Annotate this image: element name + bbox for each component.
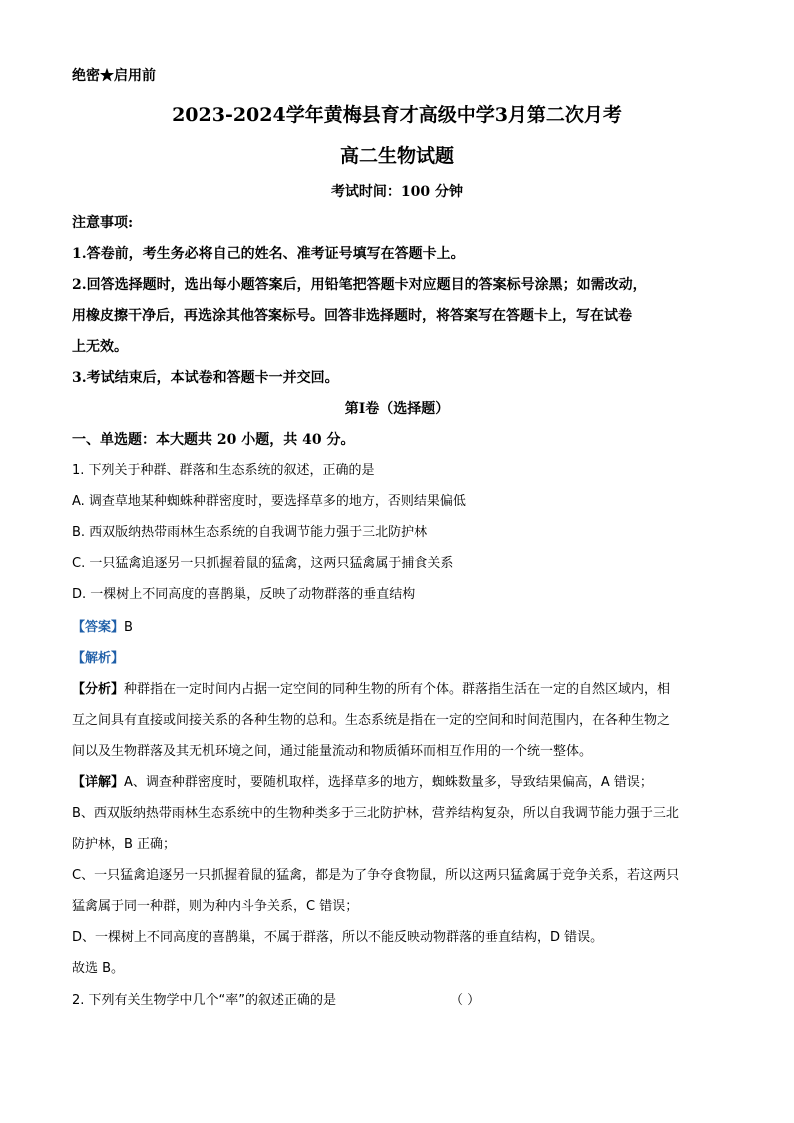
- note-item-2-line-3: 上无效。: [72, 339, 128, 355]
- xiangjie-line-c1: C、一只猛禽追逐另一只抓握着鼠的猛禽，都是为了争夺食物鼠，所以这两只猛禽属于竞争关系，若这两只: [72, 868, 680, 883]
- part-title: 一、单选题：本大题共 20 小题，共 40 分。: [72, 432, 355, 448]
- notes-heading: 注意事项:: [72, 215, 134, 231]
- exam-title: 2023-2024学年黄梅县育才高级中学3月第二次月考: [172, 104, 622, 126]
- xiangjie-tag: 【详解】: [72, 775, 125, 790]
- fenxi-line-1: [72, 680, 670, 700]
- xiangjie-line-a: [72, 773, 653, 793]
- confidential-label: 绝密★启用前: [72, 68, 156, 84]
- question-1-option-c: C. 一只猛禽追逐另一只抓握着鼠的猛禽，这两只猛禽属于捕食关系: [72, 556, 454, 571]
- answer-value: B: [124, 620, 133, 635]
- xiangjie-text-a: A、调查种群密度时，要随机取样，选择草多的地方，蜘蛛数量多，导致结果偏高，A 错误；: [124, 775, 653, 790]
- question-1-option-d: D. 一棵树上不同高度的喜鹊巢，反映了动物群落的垂直结构: [72, 587, 416, 602]
- question-2-stem: 2. 下列有关生物学中几个“率”的叙述正确的是: [72, 993, 337, 1008]
- question-1-stem: 1. 下列关于种群、群落和生态系统的叙述，正确的是: [72, 463, 375, 478]
- fenxi-line-2: 互之间具有直接或间接关系的各种生物的总和。生态系统是指在一定的空间和时间范围内，在各种生物之: [72, 713, 671, 728]
- note-item-2-line-2: 用橡皮擦干净后，再选涂其他答案标号。回答非选择题时，将答案写在答题卡上，写在试卷: [72, 308, 632, 324]
- fenxi-tag: 【分析】: [72, 682, 125, 697]
- note-item-3: 3.考试结束后，本试卷和答题卡一并交回。: [72, 370, 339, 386]
- exam-subtitle: 高二生物试题: [339, 145, 454, 167]
- conclusion-line: 故选 B。: [72, 961, 125, 976]
- question-2-answer-paren: （ ）: [450, 993, 481, 1008]
- fenxi-line-3: 间以及生物群落及其无机环境之间，通过能量流动和物质循环而相互作用的一个统一整体。: [72, 744, 593, 759]
- exam-time: 考试时间：100 分钟: [330, 184, 464, 200]
- note-item-1: 1.答卷前，考生务必将自己的姓名、准考证号填写在答题卡上。: [72, 246, 465, 262]
- note-item-2-line-1: 2.回答选择题时，选出每小题答案后，用铅笔把答题卡对应题目的答案标号涂黑；如需改动，: [72, 277, 647, 293]
- analysis-tag: 【解析】: [72, 651, 125, 666]
- xiangjie-line-b1: B、西双版纳热带雨林生态系统中的生物种类多于三北防护林，营养结构复杂，所以自我调节能力强于三北: [72, 806, 679, 821]
- answer-line: [72, 618, 133, 638]
- question-1-option-a: A. 调查草地某种蜘蛛种群密度时，要选择草多的地方，否则结果偏低: [72, 494, 466, 509]
- volume-title: 第Ⅰ卷（选择题）: [344, 401, 450, 417]
- fenxi-text-1: 种群指在一定时间内占据一定空间的同种生物的所有个体。群落指生活在一定的自然区域内，相: [124, 682, 671, 697]
- xiangjie-line-b2: 防护林，B 正确；: [72, 837, 177, 852]
- answer-tag: 【答案】: [72, 620, 125, 635]
- question-1-option-b: B. 西双版纳热带雨林生态系统的自我调节能力强于三北防护林: [72, 525, 428, 540]
- xiangjie-line-d: D、一棵树上不同高度的喜鹊巢，不属于群落，所以不能反映动物群落的垂直结构，D 错误。: [72, 930, 604, 945]
- xiangjie-line-c2: 猛禽属于同一种群，则为种内斗争关系，C 错误；: [72, 899, 359, 914]
